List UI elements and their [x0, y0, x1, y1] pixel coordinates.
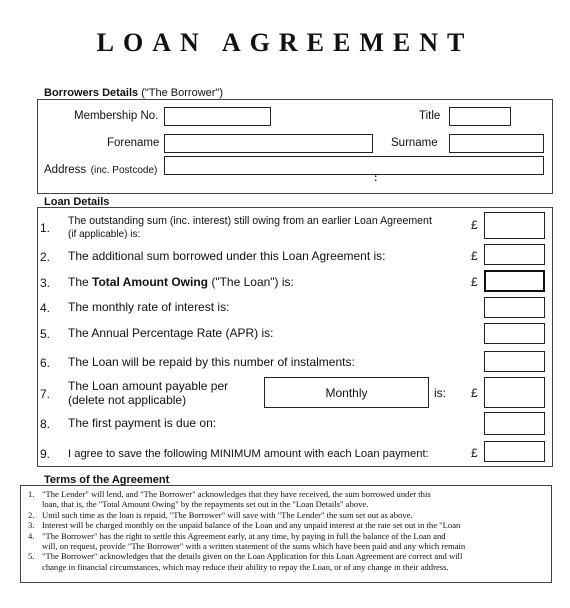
loan-row-2-text: The additional sum borrowed under this Loan Agreement is:: [68, 249, 386, 263]
loan-row-9-text: I agree to save the following MINIMUM amount with each Loan payment:: [68, 448, 429, 460]
loan-heading: Loan Details: [44, 196, 110, 208]
borrowers-heading: [44, 87, 223, 99]
loan-row-3-field[interactable]: [484, 270, 545, 292]
loan-row-3-currency: £: [471, 275, 478, 289]
terms-heading: Terms of the Agreement: [44, 474, 170, 486]
loan-row-2-currency: £: [471, 249, 478, 263]
forename-field[interactable]: [164, 134, 373, 153]
address-field[interactable]: [164, 156, 544, 175]
loan-row-7-main: The Loan amount payable per: [68, 379, 229, 393]
loan-row-2-number: 2.: [40, 250, 51, 264]
loan-row-3-text: [68, 275, 294, 289]
loan-row-5-field[interactable]: [484, 323, 545, 344]
loan-row-9-number: 9.: [40, 447, 51, 461]
title-field[interactable]: [449, 107, 511, 126]
surname-label: Surname: [391, 137, 438, 149]
term-3-number: 3.: [28, 520, 35, 531]
term-2-line-1: Until such time as the loan is repaid, "The Borrower" will save with "The Lender" the sum set out as above.: [42, 509, 413, 520]
loan-row-8-text: The first payment is due on:: [68, 416, 217, 430]
term-2: [28, 510, 548, 520]
loan-row-1-number: 1.: [40, 221, 51, 235]
term-4-line-1: "The Borrower" has the right to settle this Agreement early, at any time, by paying in full the balance of the Loan and: [42, 530, 446, 541]
term-4-number: 4.: [28, 530, 35, 541]
loan-row-7-field[interactable]: [484, 377, 545, 408]
term-1: [28, 489, 548, 510]
borrowers-heading-note: ("The Borrower"): [141, 87, 223, 99]
loan-row-9-field[interactable]: [484, 441, 545, 462]
loan-row-5-number: 5.: [40, 327, 51, 341]
colon-mark: :: [374, 173, 378, 184]
term-2-number: 2.: [28, 509, 35, 520]
loan-row-1-main: The outstanding sum (inc. interest) still owing from an earlier Loan Agreement: [68, 215, 432, 227]
title-label: Title: [419, 110, 441, 122]
loan-row-4-field[interactable]: [484, 297, 545, 318]
borrowers-heading-text: Borrowers Details: [44, 87, 139, 99]
term-1-number: 1.: [28, 489, 35, 499]
loan-row-3-bold: Total Amount Owing: [92, 275, 208, 289]
loan-row-8-field[interactable]: [484, 412, 545, 435]
forename-label: Forename: [107, 137, 160, 149]
term-5: [28, 551, 548, 572]
term-4-line-2: will, on request, provide "The Borrower" with a written statement of the sums which have been paid and any which remain: [42, 541, 466, 552]
loan-row-7-is-label: is:: [434, 386, 446, 400]
term-4: [28, 531, 548, 552]
frequency-field[interactable]: Monthly: [264, 377, 429, 408]
term-3-line-1: Interest will be charged monthly on the unpaid balance of the Loan and any unpaid interest at the rate set out in the "Loan: [42, 520, 461, 531]
loan-row-3-number: 3.: [40, 276, 51, 290]
loan-row-1-field[interactable]: [484, 212, 545, 239]
loan-row-2-field[interactable]: [484, 244, 545, 265]
loan-row-7-text: [68, 379, 228, 407]
address-label: [44, 160, 157, 178]
loan-row-1-currency: £: [471, 218, 478, 232]
loan-row-7-currency: £: [471, 386, 478, 400]
term-1-line-2: loan, that is, the "Total Amount Owing" by the repayments set out in the "Loan Details" above.: [42, 499, 369, 510]
surname-field[interactable]: [449, 134, 544, 153]
loan-row-7-number: 7.: [40, 387, 51, 401]
loan-row-6-text: The Loan will be repaid by this number of instalments:: [68, 355, 355, 369]
address-label-note: (inc. Postcode): [90, 165, 158, 176]
loan-row-3-pre: The: [68, 275, 93, 289]
term-3: [28, 520, 548, 530]
address-label-text: Address: [44, 164, 87, 176]
loan-row-3-post: ("The Loan") is:: [208, 275, 294, 289]
loan-row-6-field[interactable]: [484, 351, 545, 372]
term-5-line-2: change in financial circumstances, which may reduce their ability to repay the Loan, or of any change in their address.: [42, 561, 449, 572]
membership-field[interactable]: [164, 107, 271, 126]
loan-row-8-number: 8.: [40, 417, 51, 431]
loan-row-5-text: The Annual Percentage Rate (APR) is:: [68, 326, 274, 340]
membership-label: Membership No.: [74, 110, 159, 122]
term-1-line-1: "The Lender" will lend, and "The Borrower" acknowledges that they have received, the sum borrowed under this: [42, 489, 431, 499]
loan-row-4-number: 4.: [40, 301, 51, 315]
loan-row-7-note: (delete not applicable): [68, 393, 187, 407]
document-title: LOAN AGREEMENT: [96, 28, 474, 57]
term-5-line-1: "The Borrower" acknowledges that the details given on the Loan Application for this Loan Agreement are correct and will: [42, 551, 463, 562]
term-5-number: 5.: [28, 551, 35, 562]
loan-row-1-text: [68, 214, 432, 242]
loan-row-1-note: (if applicable) is:: [68, 229, 141, 240]
loan-row-6-number: 6.: [40, 356, 51, 370]
loan-row-4-text: The monthly rate of interest is:: [68, 300, 230, 314]
loan-row-9-currency: £: [471, 446, 478, 460]
terms-list: [28, 489, 548, 572]
